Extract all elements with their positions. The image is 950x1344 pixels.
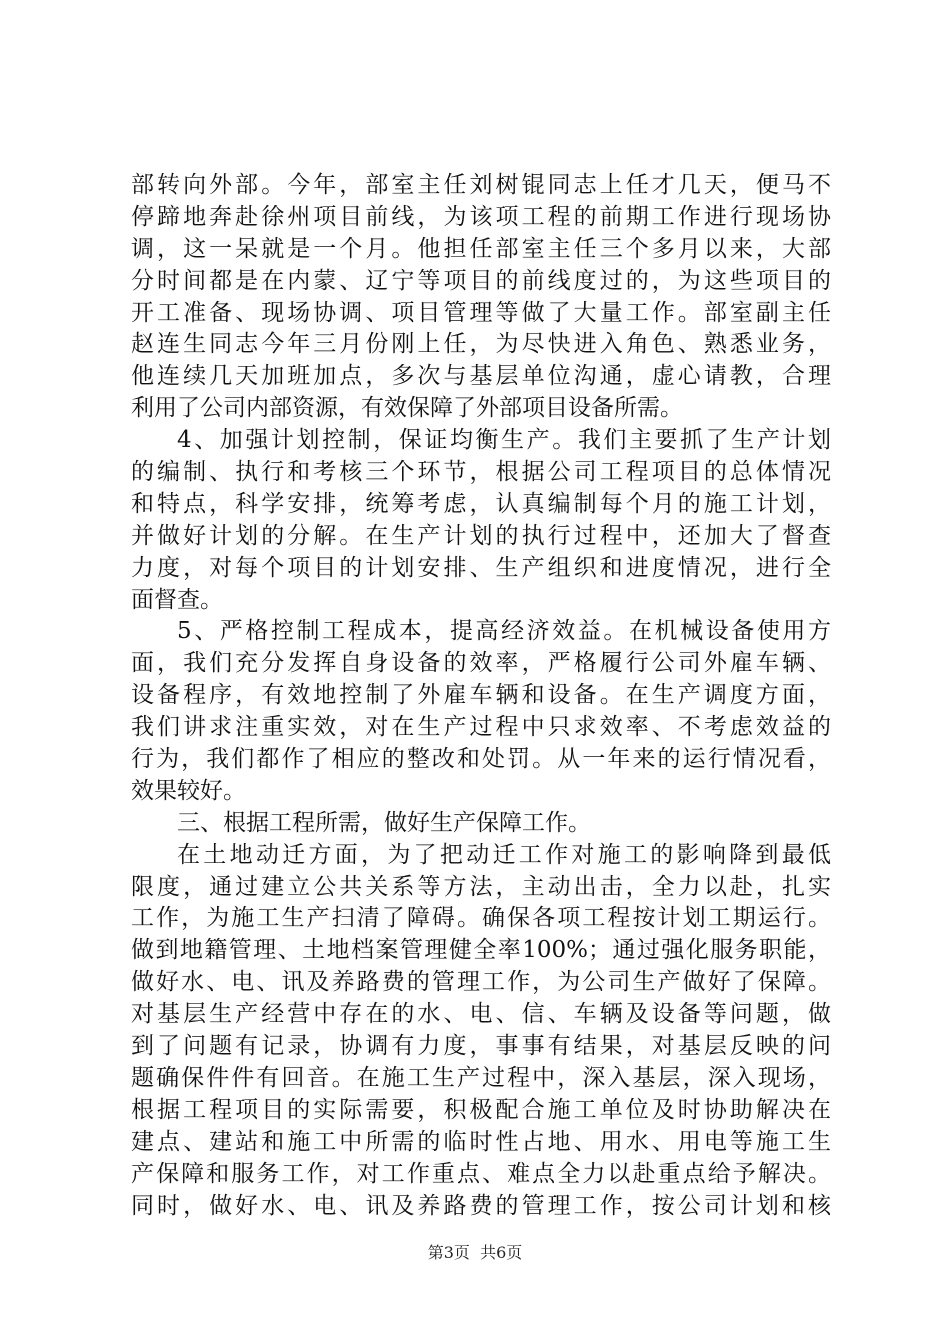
text-line-26: 做好水、电、讯及养路费的管理工作，为公司生产做好了保障。 bbox=[131, 969, 831, 996]
text-line-20: 效果较好。 bbox=[131, 777, 246, 804]
section-heading: 三、根据工程所需，做好生产保障工作。 bbox=[177, 809, 591, 836]
text-line-7: 他连续几天加班加点，多次与基层单位沟通，虚心请教，合理 bbox=[131, 363, 831, 390]
text-line-12: 并做好计划的分解。在生产计划的执行过程中，还加大了督查 bbox=[131, 522, 831, 549]
text-line-19: 行为，我们都作了相应的整改和处罚。从一年来的运行情况看， bbox=[131, 746, 831, 773]
text-line-9: 4、加强计划控制，保证均衡生产。我们主要抓了生产计划 bbox=[177, 427, 831, 454]
text-line-17: 设备程序，有效地控制了外雇车辆和设备。在生产调度方面， bbox=[131, 682, 831, 709]
document-body bbox=[131, 170, 831, 1222]
text-line-28: 到了问题有记录，协调有力度，事事有结果，对基层反映的问 bbox=[131, 1033, 831, 1060]
text-line-23: 限度，通过建立公共关系等方法，主动出击，全力以赴，扎实 bbox=[131, 873, 831, 900]
text-line-8: 利用了公司内部资源，有效保障了外部项目设备所需。 bbox=[131, 395, 683, 422]
text-line-14: 面督查。 bbox=[131, 586, 223, 613]
text-line-3: 调，这一呆就是一个月。他担任部室主任三个多月以来，大部 bbox=[131, 235, 831, 262]
page-number: 第3页 共6页 bbox=[427, 1243, 523, 1262]
text-line-32: 产保障和服务工作，对工作重点、难点全力以赴重点给予解决。 bbox=[131, 1160, 831, 1187]
text-line-11: 和特点，科学安排，统筹考虑，认真编制每个月的施工计划， bbox=[131, 490, 831, 517]
text-line-29: 题确保件件有回音。在施工生产过程中，深入基层，深入现场， bbox=[131, 1064, 831, 1091]
text-line-10: 的编制、执行和考核三个环节，根据公司工程项目的总体情况 bbox=[131, 459, 831, 486]
text-line-1: 部转向外部。今年，部室主任刘树锟同志上任才几天，便马不 bbox=[131, 172, 831, 198]
text-line-30: 根据工程项目的实际需要，积极配合施工单位及时协助解决在 bbox=[131, 1096, 831, 1123]
text-line-27: 对基层生产经营中存在的水、电、信、车辆及设备等问题，做 bbox=[131, 1001, 831, 1028]
text-line-4: 分时间都是在内蒙、辽宁等项目的前线度过的，为这些项目的 bbox=[131, 267, 831, 294]
text-line-16: 面，我们充分发挥自身设备的效率，严格履行公司外雇车辆、 bbox=[131, 650, 831, 677]
text-line-24: 工作，为施工生产扫清了障碍。确保各项工程按计划工期运行。 bbox=[131, 905, 831, 932]
text-line-25: 做到地籍管理、土地档案管理健全率100%；通过强化服务职能， bbox=[131, 937, 831, 964]
text-line-33: 同时，做好水、电、讯及养路费的管理工作，按公司计划和核 bbox=[131, 1192, 831, 1219]
text-line-15: 5、严格控制工程成本，提高经济效益。在机械设备使用方 bbox=[177, 618, 831, 645]
text-line-18: 我们讲求注重实效，对在生产过程中只求效率、不考虑效益的 bbox=[131, 714, 831, 741]
text-line-2: 停蹄地奔赴徐州项目前线，为该项工程的前期工作进行现场协 bbox=[131, 203, 831, 230]
text-line-6: 赵连生同志今年三月份刚上任，为尽快进入角色、熟悉业务， bbox=[131, 331, 831, 358]
text-line-31: 建点、建站和施工中所需的临时性占地、用水、用电等施工生 bbox=[131, 1128, 831, 1155]
page-footer bbox=[0, 1243, 950, 1263]
text-line-22: 在土地动迁方面，为了把动迁工作对施工的影响降到最低 bbox=[177, 841, 831, 868]
text-line-5: 开工准备、现场协调、项目管理等做了大量工作。部室副主任 bbox=[131, 299, 831, 326]
text-line-13: 力度，对每个项目的计划安排、生产组织和进度情况，进行全 bbox=[131, 554, 831, 581]
